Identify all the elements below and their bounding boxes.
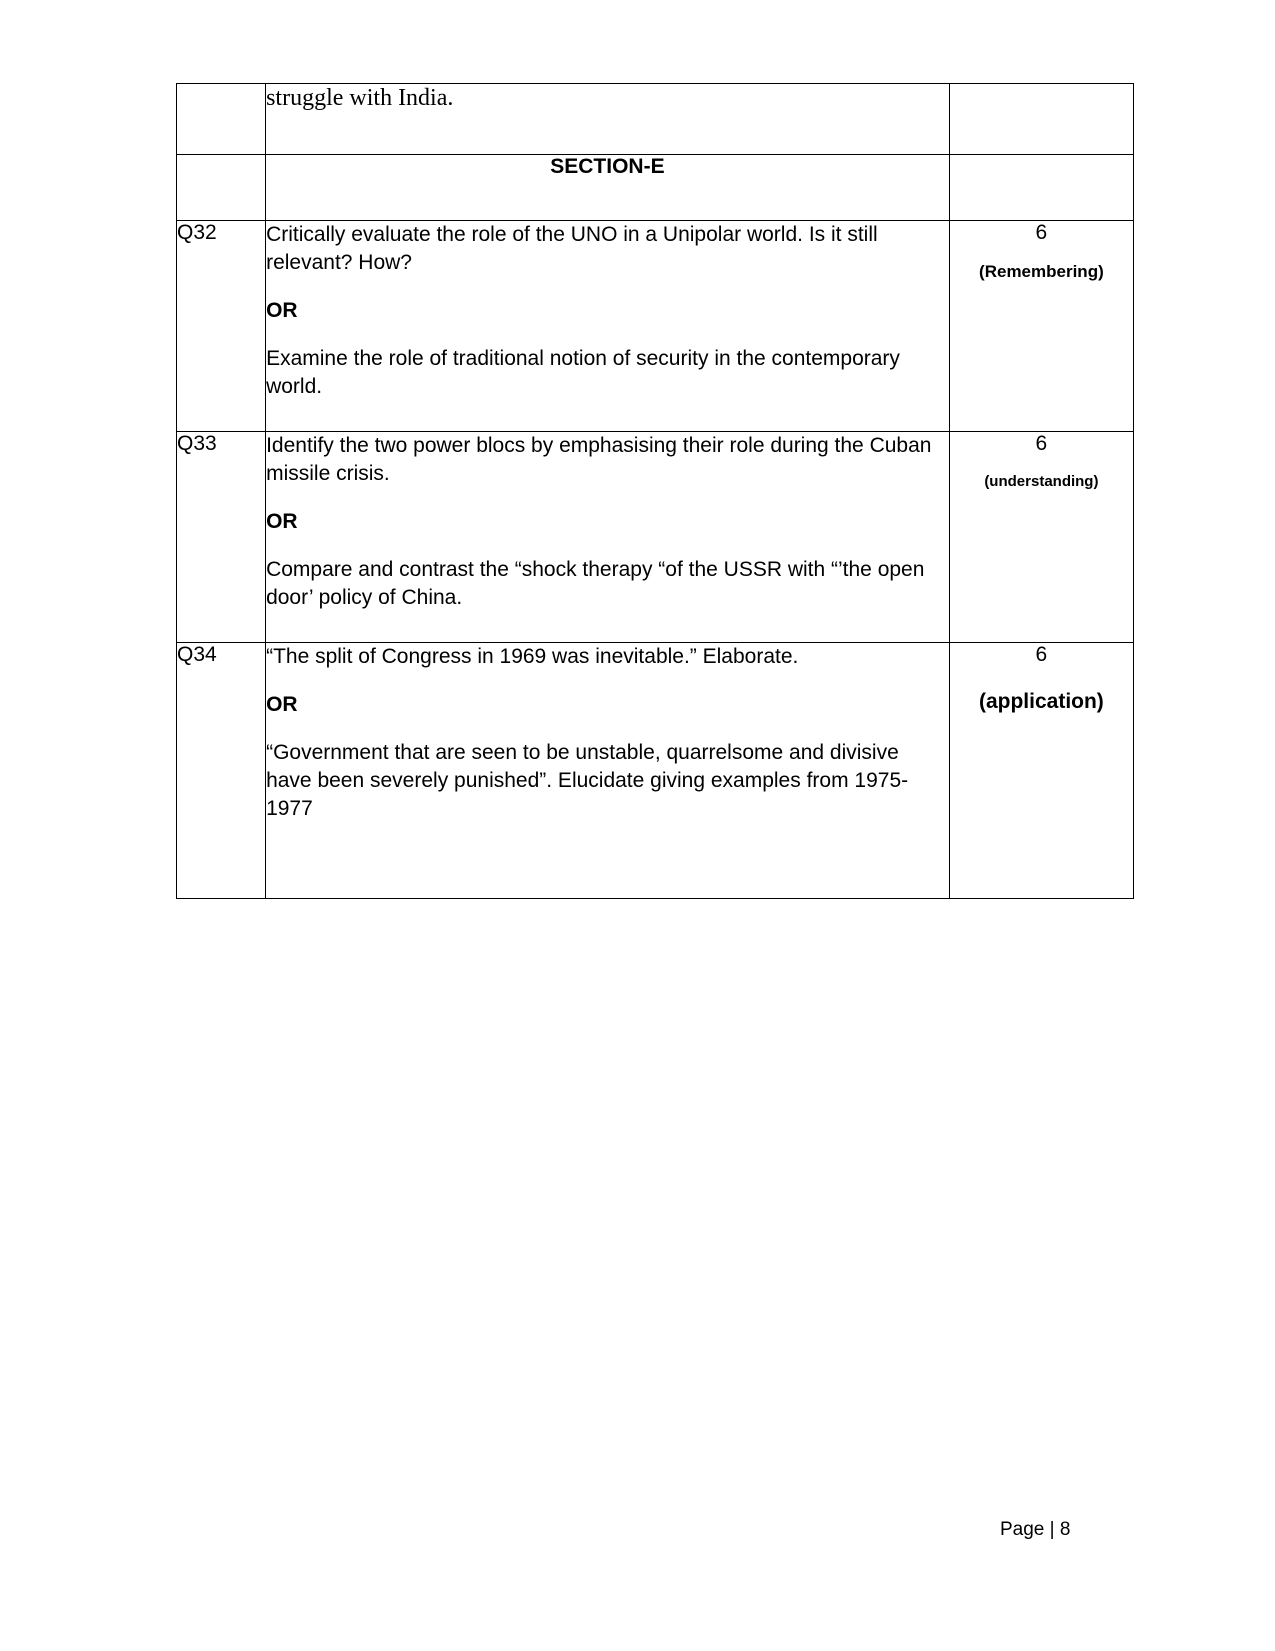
marks-value: 6: [1035, 643, 1048, 666]
question-part: Critically evaluate the role of the UNO in a Unipolar world. Is it still relevant? How?: [266, 223, 878, 274]
section-row: [177, 155, 1134, 221]
question-number: Q32: [177, 221, 266, 432]
marks-cell: [949, 84, 1133, 155]
marks-value: 6: [1035, 221, 1048, 244]
marks-cell: [949, 221, 1133, 432]
question-part: “Government that are seen to be unstable, quarrelsome and divisive have been severely punished”. Elucidate giving examples from 1975-1977: [266, 741, 909, 820]
question-row-q34: [177, 643, 1134, 899]
number-cell: [177, 155, 266, 221]
question-table: [176, 83, 1134, 899]
question-part: Identify the two power blocs by emphasising their role during the Cuban missile crisis.: [266, 434, 932, 485]
question-text: [266, 221, 950, 432]
marks-cell: [949, 432, 1133, 643]
question-number: Q33: [177, 432, 266, 643]
question-number: Q34: [177, 643, 266, 899]
marks-cell: [949, 155, 1133, 221]
cognitive-level: (Remembering): [979, 262, 1104, 281]
page-separator: |: [1049, 1519, 1055, 1540]
marks-value: 6: [1035, 432, 1048, 455]
question-part: Compare and contrast the “shock therapy “of the USSR with “’the open door’ policy of China.: [266, 558, 925, 609]
continuation-row: [177, 84, 1134, 155]
page-label: Page: [1000, 1519, 1045, 1540]
page-footer: [1000, 1519, 1070, 1541]
or-label: OR: [266, 299, 298, 322]
or-label: OR: [266, 510, 298, 533]
question-text: [266, 432, 950, 643]
continuation-text: struggle with India.: [266, 84, 950, 155]
cognitive-level: (application): [978, 690, 1104, 713]
question-row-q32: [177, 221, 1134, 432]
question-part: Examine the role of traditional notion of security in the contemporary world.: [266, 347, 900, 398]
cognitive-level: (understanding): [984, 473, 1099, 490]
question-text: [266, 643, 950, 899]
question-part: “The split of Congress in 1969 was inevitable.” Elaborate.: [266, 645, 799, 668]
page-number: 8: [1059, 1519, 1071, 1540]
question-row-q33: [177, 432, 1134, 643]
or-label: OR: [266, 693, 298, 716]
marks-cell: [949, 643, 1133, 899]
number-cell: [177, 84, 266, 155]
section-heading: SECTION-E: [266, 155, 950, 221]
